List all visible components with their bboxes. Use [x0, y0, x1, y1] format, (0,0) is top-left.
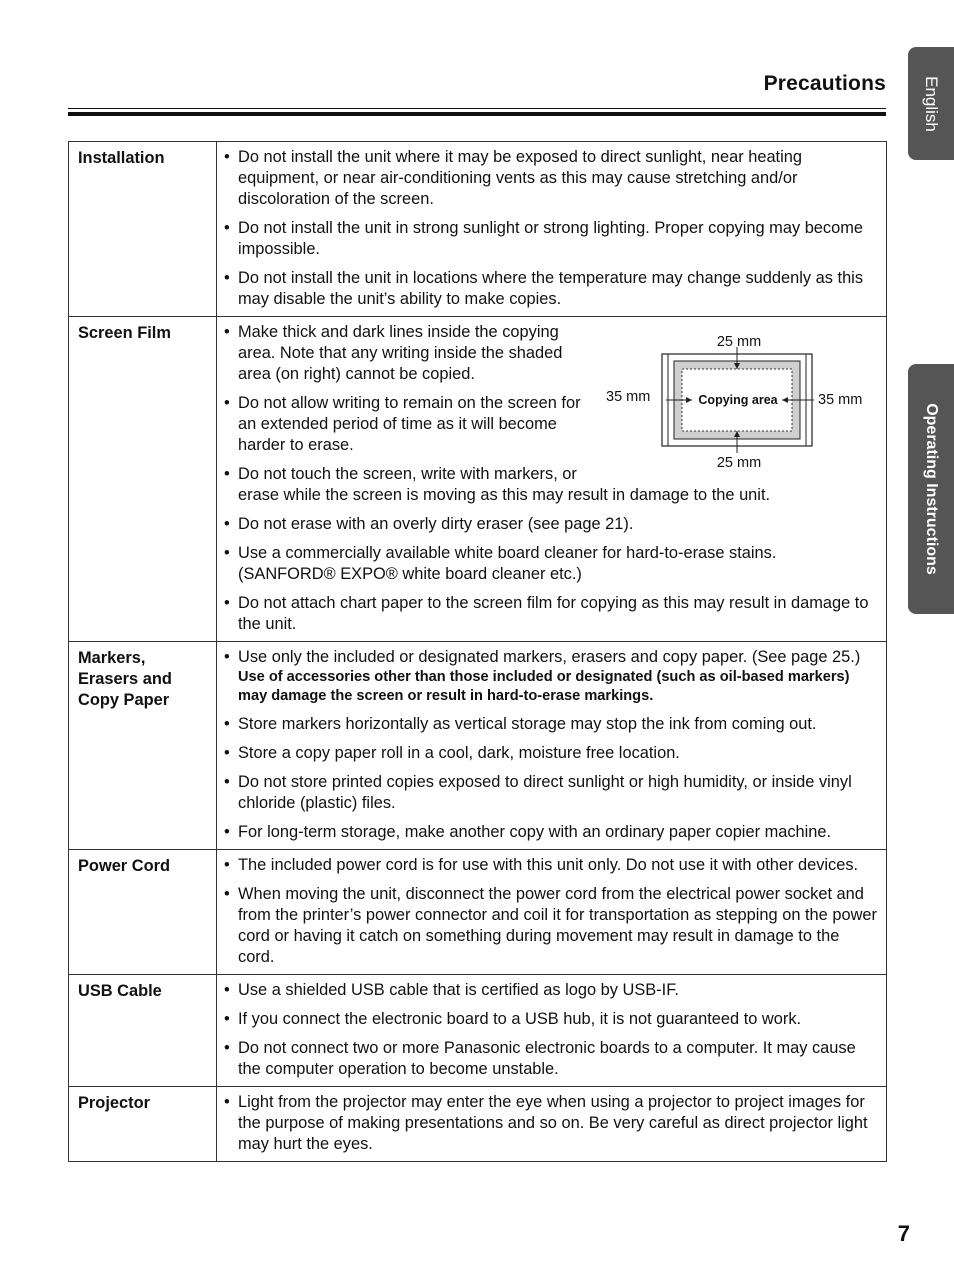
list-item: • Make thick and dark lines inside the copying area. Note that any writing inside the shaded area (on right) cannot be copied. [224, 323, 563, 383]
side-tab-operating-label: Operating Instructions [923, 403, 940, 575]
side-tab-english[interactable] [908, 47, 954, 160]
list-item: • Light from the projector may enter the eye when using a projector to project images for the purpose of making presentations and so on. Be very careful as direct projector light may hurt the eyes. [224, 1093, 868, 1153]
list-item: • Do not install the unit in strong sunlight or strong lighting. Proper copying may become impossible. [224, 219, 864, 258]
category-markers-erasers-copy-paper: Markers, Erasers and Copy Paper [69, 642, 217, 850]
list-item: • If you connect the electronic board to a USB hub, it is not guaranteed to work. [224, 1010, 802, 1028]
list-item: • The included power cord is for use with this unit only. Do not use it with other devices. [224, 856, 859, 874]
accessory-warning-note: Use of accessories other than those included or designated (such as oil-based markers) may damage the screen or result in hard-to-erase markings. [238, 669, 850, 704]
table-row-markers-erasers-copy-paper [69, 642, 887, 850]
list-item: • Do not install the unit in locations where the temperature may change suddenly as this may disable the unit’s ability to make copies. [224, 269, 864, 308]
category-installation: Installation [69, 142, 217, 317]
list-item: • Do not touch the screen, write with markers, or erase while the screen is moving as this may result in damage to the unit. [224, 465, 771, 504]
side-tab-english-label: English [922, 75, 941, 132]
diagram-label-top: 25 mm [716, 334, 762, 350]
category-power-cord: Power Cord [69, 850, 217, 975]
list-item: • Store markers horizontally as vertical storage may stop the ink from coming out. [224, 715, 817, 733]
list-item: • Do not store printed copies exposed to direct sunlight or high humidity, or inside vinyl chloride (plastic) files. [224, 773, 852, 812]
section-body-usb-cable [217, 975, 887, 1087]
diagram-label-right: 35 mm [818, 392, 863, 408]
list-item: • Store a copy paper roll in a cool, dark, moisture free location. [224, 744, 680, 762]
section-body-markers [217, 642, 887, 850]
list-item: • Do not allow writing to remain on the screen for an extended period of time as it will become harder to erase. [224, 394, 581, 454]
category-projector: Projector [69, 1087, 217, 1162]
section-body-installation [217, 142, 887, 317]
diagram-label-left: 35 mm [606, 389, 651, 405]
table-row-screen-film [69, 317, 887, 642]
list-item: • Do not install the unit where it may be exposed to direct sunlight, near heating equipment, or near air-conditioning vents as this may cause stretching and/or discoloration of the screen. [224, 148, 802, 208]
table-row-projector [69, 1087, 887, 1162]
table-row-power-cord [69, 850, 887, 975]
list-item: • Do not erase with an overly dirty eraser (see page 21). [224, 515, 634, 533]
list-item: • Use a commercially available white board cleaner for hard-to-erase stains. (SANFORD® EXPO® white board cleaner etc.) [224, 544, 777, 583]
category-usb-cable: USB Cable [69, 975, 217, 1087]
section-body-power-cord [217, 850, 887, 975]
list-item: • Do not attach chart paper to the screen film for copying as this may result in damage to the unit. [224, 594, 869, 633]
page-number: 7 [897, 1221, 910, 1246]
list-item: • For long-term storage, make another copy with an ordinary paper copier machine. [224, 823, 832, 841]
section-body-screen-film [217, 317, 887, 642]
diagram-label-bottom: 25 mm [716, 455, 762, 469]
page-title: Precautions [763, 72, 886, 95]
list-item: • Use a shielded USB cable that is certified as logo by USB-IF. [224, 981, 679, 999]
side-tab-operating-instructions[interactable] [908, 364, 954, 614]
table-row-installation [69, 142, 887, 317]
table-row-usb-cable [69, 975, 887, 1087]
diagram-label-center: Copying area [698, 393, 778, 407]
header-rule-thick [68, 112, 886, 116]
precautions-table [68, 141, 887, 1162]
category-screen-film: Screen Film [69, 317, 217, 642]
list-item: • Use only the included or designated markers, erasers and copy paper. (See page 25.) Use of accessories other than those included or designated (such as oil-based markers) may damage the screen or result in hard-to-erase markings. [224, 647, 878, 706]
list-item: • When moving the unit, disconnect the power cord from the electrical power socket and from the printer’s power connector and coil it for transportation as stepping on the power cord or having it catch on something during movement may result in damage to the cord. [224, 885, 877, 966]
section-body-projector [217, 1087, 887, 1162]
header-rule-thin [68, 108, 886, 109]
list-item: • Do not connect two or more Panasonic electronic boards to a computer. It may cause the computer operation to become unstable. [224, 1039, 856, 1078]
